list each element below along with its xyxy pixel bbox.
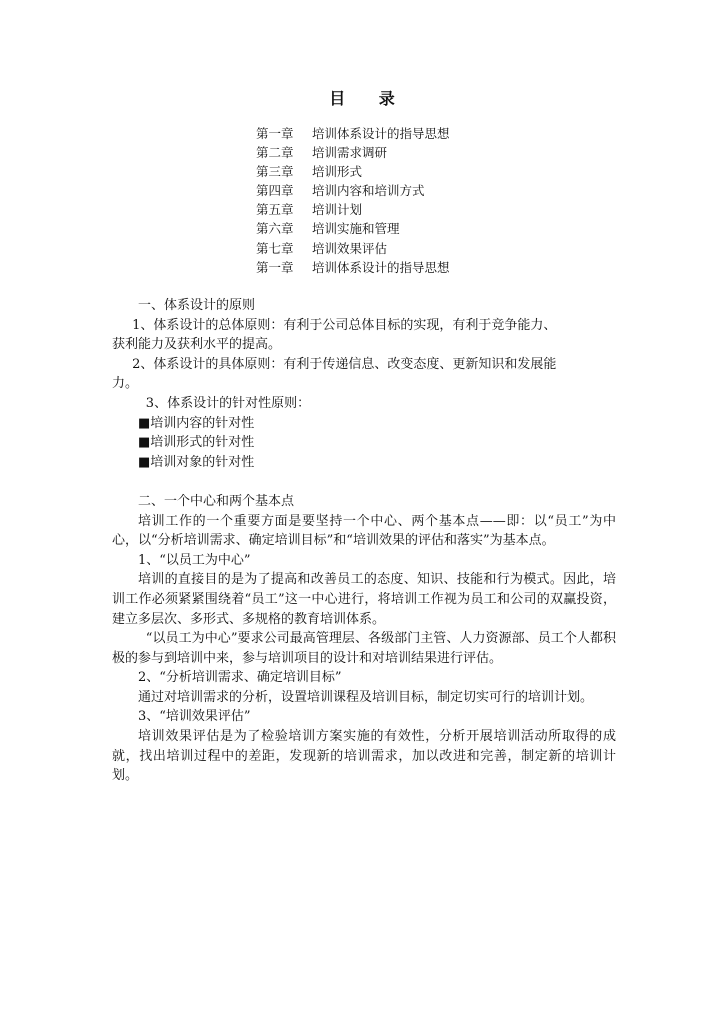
- toc-chapter-label: 第四章: [256, 183, 294, 199]
- paragraph: 培训效果评估是为了检验培训方案实施的有效性，分析开展培训活动所取得的成就，找出培训过程中的差距，发现新的培训需求，加以改进和完善，制定新的培训计划。: [112, 729, 616, 784]
- paragraph: 力。: [112, 376, 139, 392]
- toc-entry-text: 培训实施和管理: [312, 221, 400, 237]
- section-heading: 二、一个中心和两个基本点: [138, 493, 295, 509]
- toc-entry[interactable]: [256, 162, 450, 181]
- square-bullet-icon: ■: [138, 454, 151, 470]
- paragraph: 通过对培训需求的分析，设置培训课程及培训目标，制定切实可行的培训计划。: [138, 689, 594, 705]
- toc-entry[interactable]: [256, 143, 450, 162]
- toc-chapter-label: 第二章: [256, 145, 294, 161]
- toc-entry[interactable]: [256, 181, 450, 200]
- bullet-text: 培训内容的针对性: [150, 415, 255, 431]
- square-bullet-icon: ■: [138, 415, 151, 431]
- square-bullet-icon: ■: [138, 435, 151, 451]
- toc-chapter-label: 第六章: [256, 221, 294, 237]
- paragraph: 培训工作的一个重要方面是要坚持一个中心、两个基本点——即：以“员工”为中心，以“分析培训需求、确定培训目标”和“培训效果的评估和落实”为基本点。: [112, 513, 616, 549]
- toc-entry[interactable]: [256, 200, 450, 219]
- document-body: [112, 296, 616, 786]
- toc-entry-text: 培训内容和培训方式: [312, 183, 425, 199]
- toc-entry-text: 培训体系设计的指导思想: [312, 259, 450, 275]
- paragraph: “以员工为中心”要求公司最高管理层、各级部门主管、人力资源部、员工个人都积极的参与到培训中来，参与培训项目的设计和对培训结果进行评估。: [112, 631, 616, 666]
- toc-chapter-label: 第五章: [256, 202, 294, 218]
- toc-entry-text: 培训体系设计的指导思想: [312, 126, 450, 141]
- toc-entry[interactable]: [256, 219, 450, 238]
- toc-entry-text: 培训效果评估: [312, 240, 388, 256]
- section-heading: 一、体系设计的原则: [138, 298, 256, 313]
- toc-chapter-label: 第一章: [256, 259, 294, 275]
- subsection-title: 2、“分析培训需求、确定培训目标”: [138, 670, 342, 686]
- toc-chapter-label: 第七章: [256, 240, 294, 256]
- toc-chapter-label: 第三章: [256, 164, 294, 180]
- subsection-title: 1、“以员工为中心”: [138, 552, 251, 568]
- bullet-item: [112, 433, 616, 453]
- paragraph: 获利能力及获利水平的提高。: [112, 337, 282, 353]
- toc-entry[interactable]: [256, 258, 450, 277]
- toc-entry[interactable]: [256, 124, 450, 143]
- toc-entry-text: 培训形式: [312, 164, 363, 180]
- paragraph: 培训的直接目的是为了提高和改善员工的态度、知识、技能和行为模式。因此，培训工作必须紧紧围绕着“员工”这一中心进行，将培训工作视为员工和公司的双赢投资，建立多层次、多形式、多规格的教育培训体系。: [112, 572, 616, 627]
- subsection-title: 3、“培训效果评估”: [138, 709, 251, 725]
- toc-chapter-label: 第一章: [256, 126, 294, 141]
- table-of-contents: [256, 124, 450, 277]
- toc-entry-text: 培训需求调研: [312, 145, 388, 161]
- bullet-text: 培训形式的针对性: [150, 435, 255, 451]
- paragraph: 2、体系设计的具体原则：有利于传递信息、改变态度、更新知识和发展能: [132, 356, 557, 372]
- paragraph: 1、体系设计的总体原则：有利于公司总体目标的实现，有利于竞争能力、: [132, 317, 557, 333]
- paragraph: 3、体系设计的针对性原则：: [145, 395, 311, 411]
- bullet-text: 培训对象的针对性: [150, 454, 255, 470]
- spacer: [112, 472, 616, 492]
- bullet-item: [112, 414, 616, 434]
- toc-entry-text: 培训计划: [312, 202, 363, 218]
- toc-title: 目 录: [329, 89, 409, 108]
- bullet-item: [112, 453, 616, 473]
- toc-entry[interactable]: [256, 239, 450, 258]
